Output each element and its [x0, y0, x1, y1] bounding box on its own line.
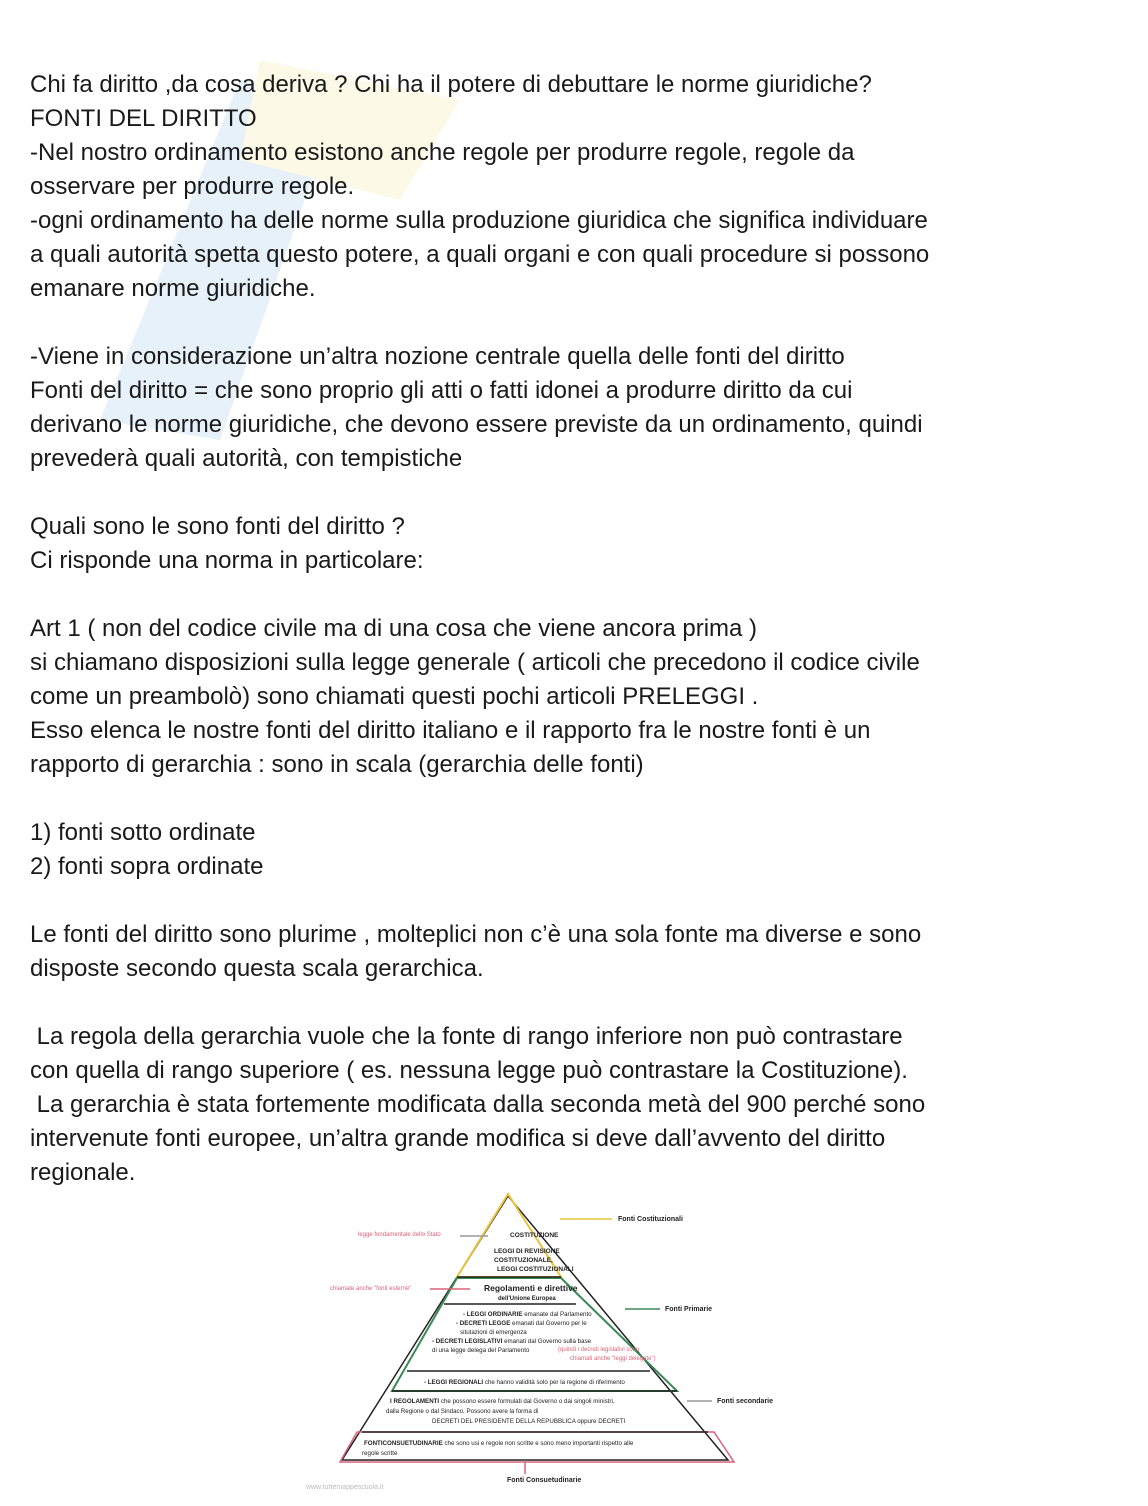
tier-revisione-2: COSTITUZIONALE, — [494, 1257, 553, 1264]
text-line: disposte secondo questa scala gerarchica. — [30, 955, 484, 982]
tier-decreti-legge-2: situtazioni di emergenza — [460, 1329, 527, 1336]
text-line: 2) fonti sopra ordinate — [30, 853, 264, 880]
text-line: osservare per produrre regole. — [30, 173, 355, 200]
text-line: intervenute fonti europee, un’altra grande modifica si deve dall’avvento del diritto — [30, 1125, 886, 1152]
text-line: Fonti del diritto = che sono proprio gli atti o fatti idonei a produrre diritto da cui — [30, 377, 853, 404]
label-fonti-esterne: chiamate anche "fonti esterne" — [330, 1286, 412, 1292]
label-fonti-primarie: Fonti Primarie — [665, 1306, 713, 1313]
text-line: con quella di rango superiore ( es. nessuna legge può contrastare la Costituzione). — [30, 1057, 908, 1084]
text-line: rapporto di gerarchia : sono in scala (gerarchia delle fonti) — [30, 751, 644, 778]
text-line: Quali sono le sono fonti del diritto ? — [30, 513, 405, 540]
text-line: Le fonti del diritto sono plurime , molteplici non c’è una sola fonte ma diverse e sono — [30, 921, 922, 948]
source-watermark: www.tuttemappescuola.it — [306, 1484, 384, 1491]
tier-regolamenti: I REGOLAMENTI che possono essere formulati dal Governo o dai singoli ministri, — [390, 1398, 615, 1405]
tier-leggi-regionali: - LEGGI REGIONALI che hanno validità solo per la regione di riferimento — [424, 1379, 625, 1386]
tier-consuetudinarie: FONTICONSUETUDINARIE che sono usi e regole non scritte e sono meno importanti rispetto alle — [364, 1440, 634, 1447]
label-fonti-costituzionali: Fonti Costituzionali — [618, 1216, 683, 1223]
text-line: -Viene in considerazione un’altra nozione centrale quella delle fonti del diritto — [30, 343, 845, 370]
text-line: derivano le norme giuridiche, che devono essere previste da un ordinamento, quindi — [30, 411, 923, 438]
tier-leggi-ordinarie: - LEGGI ORDINARIE emanate dal Parlamento — [463, 1311, 592, 1318]
text-line: -ogni ordinamento ha delle norme sulla produzione giuridica che significa individuare — [30, 207, 928, 234]
tier-regolamenti-2: dalla Regione o dal Sindaco. Possono avere la forma di — [386, 1408, 539, 1415]
text-line: regionale. — [30, 1159, 136, 1186]
tier-decreti-legislativi-2: di una leggе delega del Parlamento — [432, 1347, 530, 1354]
text-line: prevederà quali autorità, con tempistiche — [30, 445, 463, 472]
text-line: 1) fonti sotto ordinate — [30, 819, 256, 846]
text-line: a quali autorità spetta questo potere, a quali organi e con quali procedure si possono — [30, 241, 930, 268]
text-line: Esso elenca le nostre fonti del diritto italiano e il rapporto fra le nostre fonti è un — [30, 717, 871, 744]
tier-consuetudinarie-2: regole scritte — [362, 1450, 398, 1457]
text-line: La regola della gerarchia vuole che la fonte di rango inferiore non può contrastare — [30, 1023, 903, 1050]
text-line: Ci risponde una norma in particolare: — [30, 547, 424, 574]
text-line: come un preambolò) sono chiamati questi pochi articoli PRELEGGI . — [30, 683, 759, 710]
tier-decreti-legislativi: - DECRETI LEGISLATIVI emanati dal Governo sulla base — [432, 1338, 592, 1345]
tier-ue-title: Regolamenti e direttive — [484, 1283, 578, 1293]
tier-regolamenti-3: DECRETI DEL PRESIDENTE DELLA REPUBBLICA oppure DECRETI — [432, 1418, 626, 1425]
text-line: -Nel nostro ordinamento esistono anche regole per produrre regole, regole da — [30, 139, 855, 166]
label-fonti-secondarie: Fonti secondarie — [717, 1398, 774, 1405]
text-line: La gerarchia è stata fortemente modificata dalla seconda metà del 900 perché sono — [30, 1091, 926, 1118]
tier-revisione-3: LEGGI COSTITUZIONALI — [497, 1266, 574, 1273]
tier-revisione-1: LEGGI DI REVISIONE — [494, 1248, 560, 1255]
label-legge-fondamentale: legge fondamentale dello Stato — [358, 1232, 441, 1238]
tier-decreti-legge: - DECRETI LEGGE emanati dal Governo per le — [456, 1320, 587, 1327]
text-line: si chiamano disposizioni sulla legge generale ( articoli che precedono il codice civile — [30, 649, 920, 676]
tier-legislativi-note-2: chiamati anche "leggi delegate") — [570, 1356, 656, 1362]
tier-legislativi-note-1: (quindi i decreti legislativi sono — [558, 1347, 640, 1353]
text-line: emanare norme giuridiche. — [30, 275, 316, 302]
tier-ue-sub: dell'Unione Europea — [498, 1296, 556, 1302]
text-line: Art 1 ( non del codice civile ma di una cosa che viene ancora prima ) — [30, 615, 758, 642]
label-fonti-consuetudinarie: Fonti Consuetudinarie — [507, 1477, 582, 1484]
tier-costituzione: COSTITUZIONE — [510, 1232, 559, 1239]
text-line: Chi fa diritto ,da cosa deriva ? Chi ha il potere di debuttare le norme giuridiche? — [30, 71, 872, 98]
text-line: FONTI DEL DIRITTO — [30, 105, 257, 132]
